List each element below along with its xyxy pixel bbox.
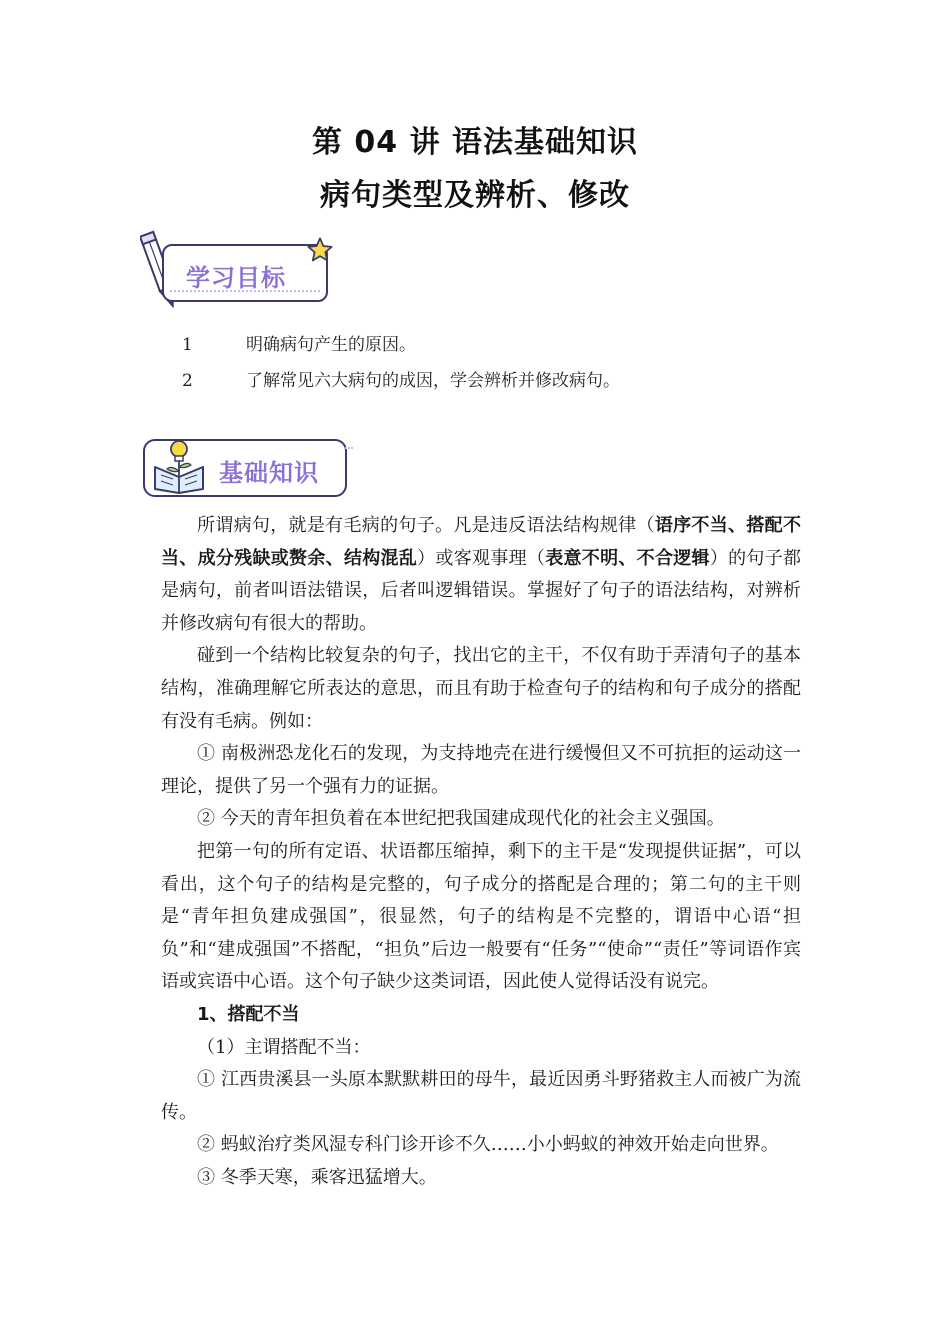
basic-knowledge-label: 基础知识 [219,459,319,487]
paragraph: 把第一句的所有定语、状语都压缩掉，剩下的主干是“发现提供证据”，可以看出，这个句子的结构是完整的，句子成分的搭配是合理的；第二句的主干则是“青年担负建成强国”，很显然，句子的结构是不完整的，谓语中心语“担负”和“建成强国”不搭配，“担负”后边一般要有“任务”“使命”“责任”等词语作宾语或宾语中心语。这个句子缺少这类词语，因此使人觉得话没有说完。 [161,840,801,993]
paragraph: 所谓病句，就是有毛病的句子。凡是违反语法结构规律（语序不当、搭配不当、成分残缺或赘余、结构混乱）或客观事理（表意不明、不合逻辑）的句子都是病句，前者叫语法错误，后者叫逻辑错误。掌握好了句子的语法结构，对辨析并修改病句有很大的帮助。 [161,515,802,634]
star-icon [306,236,334,264]
goal-item: 1 明确病句产生的原因。 [182,335,416,355]
main-content [161,510,801,1194]
page-title: 第 04 讲 语法基础知识 [311,125,639,160]
example-sentence: ③ 冬季天寒，乘客迅猛增大。 [197,1166,437,1188]
section-heading: 1、搭配不当 [197,1003,300,1025]
goal-item: 2 了解常见六大病句的成因，学会辨析并修改病句。 [182,371,620,391]
page-subtitle: 病句类型及辨析、修改 [320,178,630,213]
book-lightbulb-icon [149,437,205,495]
paragraph: 碰到一个结构比较复杂的句子，找出它的主干，不仅有助于弄清句子的基本结构，准确理解它所表达的意思，而且有助于检查句子的结构和句子成分的搭配有没有毛病。例如： [161,645,801,732]
example-sentence: ① 江西贵溪县一头原本默默耕田的母牛，最近因勇斗野猪救主人而被广为流传。 [161,1069,801,1123]
subsection-heading: （1）主谓搭配不当： [197,1036,371,1058]
example-sentence: ② 今天的青年担负着在本世纪把我国建成现代化的社会主义强国。 [197,808,725,830]
learning-goals-label: 学习目标 [186,264,286,292]
learning-goals-badge [140,228,340,310]
example-sentence: ② 蚂蚁治疗类风湿专科门诊开诊不久……小小蚂蚁的神效开始走向世界。 [197,1134,779,1156]
basic-knowledge-badge [143,437,353,497]
example-sentence: ① 南极洲恐龙化石的发现，为支持地壳在进行缓慢但又不可抗拒的运动这一理论，提供了另一个强有力的证据。 [161,743,801,797]
